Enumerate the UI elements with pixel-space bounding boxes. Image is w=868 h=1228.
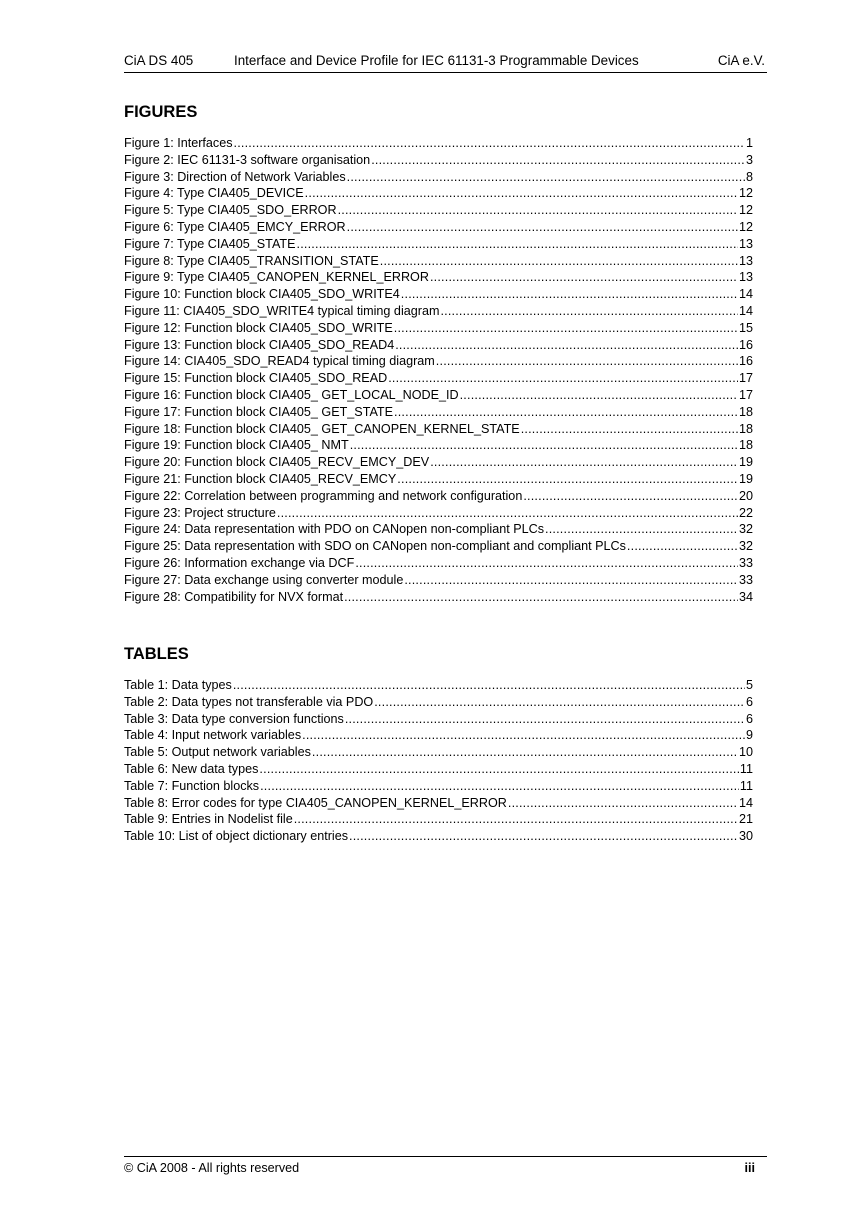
tables-list [124, 677, 753, 845]
table-entry[interactable] [124, 711, 753, 728]
figure-entry[interactable] [124, 437, 753, 454]
dot-leader [460, 387, 738, 404]
table-entry[interactable] [124, 744, 753, 761]
dot-leader [344, 589, 738, 606]
table-entry-label: Table 2: Data types not transferable via PDO [124, 694, 374, 709]
figure-entry-label: Figure 10: Function block CIA405_SDO_WRITE4 [124, 287, 400, 302]
figure-entry[interactable] [124, 337, 753, 354]
figure-entry-label: Figure 25: Data representation with SDO on CANopen non-compliant and compliant PLCs [124, 539, 626, 554]
document-id: CiA DS 405 [124, 53, 194, 68]
dot-leader [345, 711, 745, 728]
dot-leader [521, 421, 738, 438]
dot-leader [277, 505, 738, 522]
page-header [124, 52, 767, 73]
figure-entry-label: Figure 16: Function block CIA405_ GET_LOCAL_NODE_ID [124, 387, 459, 402]
figure-entry[interactable] [124, 236, 753, 253]
figure-entry-page: 13 [738, 253, 753, 268]
figure-entry-label: Figure 23: Project structure [124, 505, 276, 520]
figure-entry-page: 8 [745, 169, 753, 184]
figure-entry[interactable] [124, 454, 753, 471]
figure-entry-page: 12 [738, 219, 753, 234]
figure-entry-label: Figure 5: Type CIA405_SDO_ERROR [124, 203, 337, 218]
dot-leader [436, 353, 738, 370]
dot-leader [297, 236, 738, 253]
table-entry-label: Table 7: Function blocks [124, 778, 260, 793]
dot-leader [401, 286, 738, 303]
figures-list [124, 135, 753, 605]
dot-leader [259, 761, 739, 778]
figure-entry[interactable] [124, 169, 753, 186]
dot-leader [294, 811, 738, 828]
figure-entry-page: 14 [738, 303, 753, 318]
figure-entry[interactable] [124, 185, 753, 202]
figure-entry-page: 32 [738, 522, 753, 537]
table-entry[interactable] [124, 694, 753, 711]
dot-leader [404, 572, 738, 589]
figure-entry[interactable] [124, 135, 753, 152]
figure-entry-label: Figure 2: IEC 61131-3 software organisation [124, 152, 371, 167]
table-entry[interactable] [124, 677, 753, 694]
figure-entry-label: Figure 6: Type CIA405_EMCY_ERROR [124, 219, 346, 234]
figure-entry[interactable] [124, 370, 753, 387]
dot-leader [233, 677, 745, 694]
tables-heading: TABLES [124, 645, 189, 663]
dot-leader [312, 744, 738, 761]
figure-entry[interactable] [124, 572, 753, 589]
figure-entry-label: Figure 15: Function block CIA405_SDO_READ [124, 371, 388, 386]
figure-entry-label: Figure 4: Type CIA405_DEVICE [124, 186, 304, 201]
figure-entry-page: 19 [738, 455, 753, 470]
table-entry-label: Table 5: Output network variables [124, 745, 311, 760]
table-entry-page: 6 [745, 694, 753, 709]
table-entry[interactable] [124, 727, 753, 744]
figure-entry-page: 16 [738, 337, 753, 352]
dot-leader [440, 303, 738, 320]
table-entry-label: Table 1: Data types [124, 678, 232, 692]
table-entry-label: Table 6: New data types [124, 761, 259, 776]
dot-leader [302, 727, 745, 744]
dot-leader [388, 370, 738, 387]
figure-entry-page: 12 [738, 203, 753, 218]
figure-entry[interactable] [124, 353, 753, 370]
dot-leader [349, 828, 738, 845]
figure-entry-page: 15 [738, 320, 753, 335]
figure-entry-label: Figure 17: Function block CIA405_ GET_STATE [124, 404, 394, 419]
dot-leader [380, 253, 738, 270]
figure-entry[interactable] [124, 421, 753, 438]
figure-entry-label: Figure 9: Type CIA405_CANOPEN_KERNEL_ERROR [124, 270, 429, 285]
table-entry[interactable] [124, 778, 753, 795]
dot-leader [338, 202, 738, 219]
table-entry[interactable] [124, 761, 753, 778]
figure-entry-label: Figure 7: Type CIA405_STATE [124, 236, 296, 251]
dot-leader [394, 404, 738, 421]
figure-entry-page: 18 [738, 421, 753, 436]
dot-leader [394, 320, 738, 337]
figure-entry[interactable] [124, 538, 753, 555]
figure-entry-page: 33 [738, 572, 753, 587]
figure-entry[interactable] [124, 521, 753, 538]
table-entry-page: 14 [738, 795, 753, 810]
figure-entry-label: Figure 22: Correlation between programming and network configuration [124, 488, 523, 503]
page-footer [124, 1156, 767, 1179]
table-entry-page: 11 [739, 778, 753, 793]
figure-entry-label: Figure 14: CIA405_SDO_READ4 typical timing diagram [124, 354, 435, 369]
figure-entry[interactable] [124, 387, 753, 404]
figures-heading: FIGURES [124, 103, 198, 121]
dot-leader [305, 185, 738, 202]
table-entry-page: 21 [738, 812, 753, 827]
dot-leader [397, 471, 738, 488]
figure-entry[interactable] [124, 303, 753, 320]
figure-entry-label: Figure 8: Type CIA405_TRANSITION_STATE [124, 253, 379, 268]
figure-entry[interactable] [124, 505, 753, 522]
figure-entry-page: 16 [738, 354, 753, 369]
dot-leader [371, 152, 745, 169]
figure-entry-page: 13 [738, 236, 753, 251]
figure-entry-page: 20 [738, 488, 753, 503]
document-title: Interface and Device Profile for IEC 61131-3 Programmable Devices [234, 53, 639, 68]
figure-entry[interactable] [124, 488, 753, 505]
table-entry-label: Table 4: Input network variables [124, 728, 302, 743]
dot-leader [260, 778, 739, 795]
table-entry-label: Table 9: Entries in Nodelist file [124, 812, 293, 827]
figure-entry-page: 12 [738, 186, 753, 201]
figure-entry-label: Figure 3: Direction of Network Variables [124, 169, 346, 184]
figure-entry-label: Figure 11: CIA405_SDO_WRITE4 typical timing diagram [124, 303, 440, 318]
dot-leader [234, 135, 745, 152]
figure-entry[interactable] [124, 219, 753, 236]
figure-entry[interactable] [124, 253, 753, 270]
table-entry-label: Table 3: Data type conversion functions [124, 711, 344, 726]
copyright-notice: © CiA 2008 - All rights reserved [124, 1161, 300, 1175]
figure-entry-page: 1 [745, 136, 753, 150]
page-number: iii [744, 1161, 755, 1175]
figure-entry[interactable] [124, 269, 753, 286]
organization-name: CiA e.V. [717, 53, 765, 68]
dot-leader [374, 694, 745, 711]
figure-entry[interactable] [124, 404, 753, 421]
figure-entry-label: Figure 19: Function block CIA405_ NMT [124, 438, 349, 453]
figure-entry-page: 17 [738, 371, 753, 386]
figure-entry[interactable] [124, 202, 753, 219]
table-entry-page: 30 [738, 829, 753, 844]
figure-entry-page: 22 [738, 505, 753, 520]
dot-leader [430, 454, 738, 471]
dot-leader [355, 555, 738, 572]
figure-entry-page: 18 [738, 438, 753, 453]
table-entry-label: Table 10: List of object dictionary entries [124, 829, 349, 844]
figure-entry-label: Figure 27: Data exchange using converter module [124, 572, 404, 587]
table-entry-page: 11 [739, 761, 753, 776]
table-entry[interactable] [124, 795, 753, 812]
figure-entry-page: 19 [738, 471, 753, 486]
dot-leader [545, 521, 738, 538]
figure-entry-page: 13 [738, 270, 753, 285]
table-entry-page: 9 [745, 728, 753, 743]
figure-entry-page: 18 [738, 404, 753, 419]
figure-entry-label: Figure 12: Function block CIA405_SDO_WRITE [124, 320, 393, 335]
dot-leader [523, 488, 738, 505]
figure-entry[interactable] [124, 555, 753, 572]
table-entry-page: 6 [745, 711, 753, 726]
figure-entry-page: 34 [738, 589, 753, 604]
figure-entry-page: 33 [738, 555, 753, 570]
figure-entry-label: Figure 28: Compatibility for NVX format [124, 589, 344, 604]
table-entry-page: 10 [738, 745, 753, 760]
figure-entry-label: Figure 13: Function block CIA405_SDO_READ4 [124, 337, 395, 352]
table-entry-label: Table 8: Error codes for type CIA405_CANOPEN_KERNEL_ERROR [124, 795, 507, 810]
figure-entry-page: 14 [738, 287, 753, 302]
figure-entry-page: 32 [738, 539, 753, 554]
figure-entry[interactable] [124, 471, 753, 488]
dot-leader [430, 269, 738, 286]
figure-entry-label: Figure 24: Data representation with PDO on CANopen non-compliant PLCs [124, 522, 545, 537]
dot-leader [347, 219, 738, 236]
dot-leader [627, 538, 738, 555]
dot-leader [395, 337, 738, 354]
figure-entry-page: 3 [745, 152, 753, 167]
figure-entry[interactable] [124, 286, 753, 303]
figure-entry[interactable] [124, 152, 753, 169]
dot-leader [508, 795, 738, 812]
figure-entry-label: Figure 26: Information exchange via DCF [124, 555, 355, 570]
figure-entry-page: 17 [738, 387, 753, 402]
figure-entry-label: Figure 20: Function block CIA405_RECV_EMCY_DEV [124, 455, 430, 470]
figure-entry[interactable] [124, 320, 753, 337]
dot-leader [347, 169, 745, 186]
figure-entry-label: Figure 18: Function block CIA405_ GET_CANOPEN_KERNEL_STATE [124, 421, 520, 436]
figure-entry-label: Figure 1: Interfaces [124, 136, 233, 150]
figure-entry-label: Figure 21: Function block CIA405_RECV_EMCY [124, 471, 397, 486]
table-entry-page: 5 [745, 678, 753, 692]
table-entry[interactable] [124, 811, 753, 828]
dot-leader [350, 437, 738, 454]
table-entry[interactable] [124, 828, 753, 845]
figure-entry[interactable] [124, 589, 753, 606]
